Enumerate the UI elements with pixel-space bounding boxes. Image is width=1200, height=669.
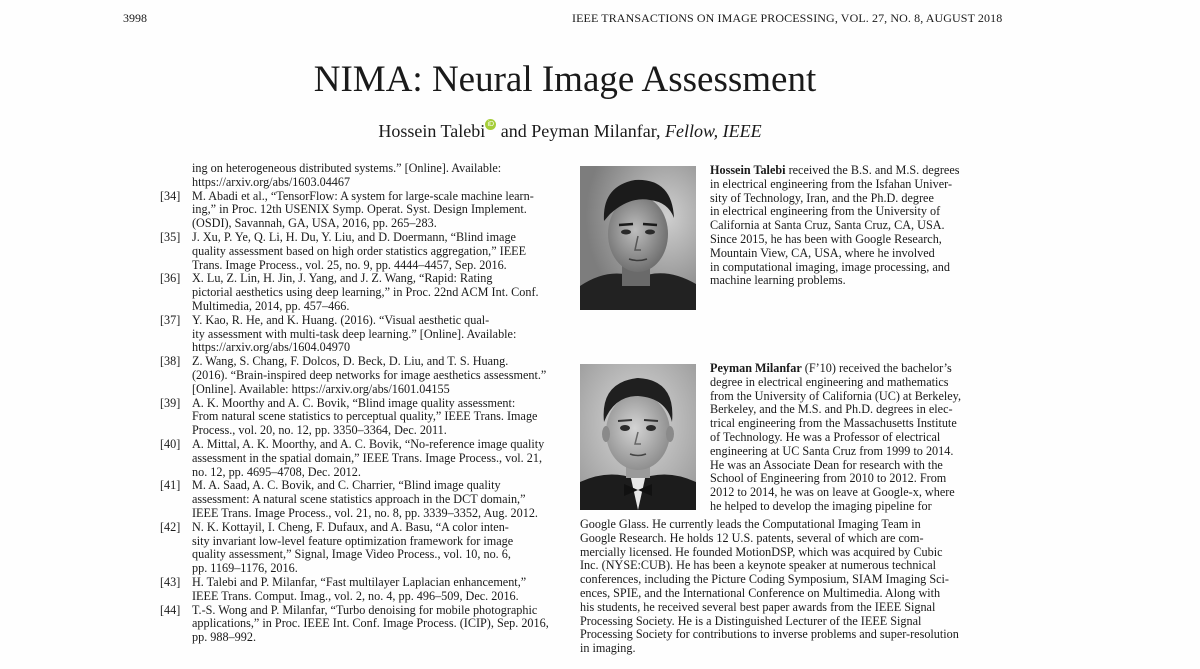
reference-number: [44]	[160, 602, 181, 617]
bio-line: conferences, including the Picture Coding Symposium, SIAM Imaging Sci-	[580, 572, 949, 587]
bio-line: ences, SPIE, and the International Conference on Multimedia. Along with	[580, 585, 941, 600]
bio-line: mercially licensed. He founded MotionDSP, which was acquired by Cubic	[580, 544, 943, 559]
bio-first-line: received the B.S. and M.S. degrees	[785, 163, 960, 177]
reference-url: https://arxiv.org/abs/1603.04467	[192, 174, 351, 189]
bio-line: Google Research. He holds 12 U.S. patents, several of which are com-	[580, 530, 924, 545]
bio-line: in computational imaging, image processing, and	[710, 259, 950, 274]
reference-number: [37]	[160, 312, 181, 327]
reference-continuation	[160, 162, 560, 190]
reference-number: [42]	[160, 519, 181, 534]
reference-item	[160, 272, 560, 313]
bio-line: machine learning problems.	[710, 273, 846, 288]
reference-line: N. K. Kottayil, I. Cheng, F. Dufaux, and A. Basu, “A color inten-	[192, 519, 509, 534]
reference-item	[160, 576, 560, 604]
bio-line: from the University of California (UC) at Berkeley,	[710, 388, 962, 403]
reference-line: H. Talebi and P. Milanfar, “Fast multilayer Laplacian enhancement,”	[192, 574, 527, 589]
reference-line: ing,” in Proc. 12th USENIX Symp. Operat. Syst. Design Implement.	[192, 202, 527, 217]
orcid-icon[interactable]: iD	[485, 119, 496, 130]
reference-item	[160, 231, 560, 272]
photo-milanfar	[580, 364, 696, 510]
reference-item	[160, 479, 560, 520]
bio-line: Berkeley, and the M.S. and Ph.D. degrees in elec-	[710, 402, 953, 417]
reference-number: [34]	[160, 188, 181, 203]
references-column	[160, 162, 560, 645]
bio-line: he helped to develop the imaging pipeline for	[710, 498, 932, 513]
reference-number: [39]	[160, 395, 181, 410]
bio-line: 2012 to 2014, he was on leave at Google-x, where	[710, 485, 955, 500]
bio-milanfar	[710, 362, 980, 514]
reference-line: Y. Kao, R. He, and K. Huang. (2016). “Visual aesthetic qual-	[192, 312, 490, 327]
reference-line: pictorial aesthetics using deep learning,” in Proc. 22nd ACM Int. Conf.	[192, 285, 539, 300]
bio-line: California at Santa Cruz, Santa Cruz, CA, USA.	[710, 218, 945, 233]
photo-talebi	[580, 166, 696, 310]
bio-line: his students, he received several best paper awards from the IEEE Signal	[580, 599, 936, 614]
reference-line: applications,” in Proc. IEEE Int. Conf. Image Process. (ICIP), Sep. 2016,	[192, 616, 549, 631]
bio-line	[710, 361, 952, 375]
bio-line: in electrical engineering from the Isfahan Univer-	[710, 176, 953, 191]
bio-line: Since 2015, he has been with Google Research,	[710, 231, 942, 246]
bio-line: He was an Associate Dean for research with the	[710, 457, 943, 472]
reference-line: assessment in the spatial domain,” IEEE Trans. Image Process., vol. 21,	[192, 450, 542, 465]
bio-line: degree in electrical engineering and mathematics	[710, 374, 949, 389]
reference-line: T.-S. Wong and P. Milanfar, “Turbo denoising for mobile photographic	[192, 602, 538, 617]
reference-line: M. A. Saad, A. C. Bovik, and C. Charrier, “Blind image quality	[192, 478, 501, 493]
bio-line: Processing Society for contributions to inverse problems and super-resolution	[580, 627, 959, 642]
bio-first-line: (F’10) received the bachelor’s	[801, 361, 952, 375]
bio-name-talebi: Hossein Talebi	[710, 163, 786, 177]
reference-line: A. K. Moorthy and A. C. Bovik, “Blind image quality assessment:	[192, 395, 516, 410]
author-fellow: Fellow, IEEE	[665, 121, 762, 141]
reference-list	[160, 190, 560, 645]
reference-item	[160, 604, 560, 645]
bio-line	[710, 163, 960, 177]
reference-number: [36]	[160, 271, 181, 286]
reference-number: [43]	[160, 574, 181, 589]
reference-line: Z. Wang, S. Chang, F. Dolcos, D. Beck, D. Liu, and T. S. Huang.	[192, 354, 509, 369]
reference-number: [40]	[160, 436, 181, 451]
reference-line: no. 12, pp. 4695–4708, Dec. 2012.	[192, 464, 361, 479]
reference-number: [41]	[160, 478, 181, 493]
reference-line: https://arxiv.org/abs/1604.04970	[192, 340, 351, 355]
reference-item	[160, 438, 560, 479]
bio-line: in electrical engineering from the University of	[710, 204, 941, 219]
bio-line: Inc. (NYSE:CUB). He has been a keynote speaker at numerous technical	[580, 558, 937, 573]
reference-item	[160, 521, 560, 576]
bio-line: Mountain View, CA, USA, where he involved	[710, 245, 935, 260]
author-line	[0, 121, 1140, 142]
reference-line: M. Abadi et al., “TensorFlow: A system for large-scale machine learn-	[192, 188, 534, 203]
reference-line: From natural scene statistics to perceptual quality,” IEEE Trans. Image	[192, 409, 538, 424]
author-connector: and Peyman Milanfar,	[496, 121, 665, 141]
bio-milanfar-continued	[580, 518, 980, 656]
reference-number: [38]	[160, 354, 181, 369]
journal-header: IEEE TRANSACTIONS ON IMAGE PROCESSING, VOL. 27, NO. 8, AUGUST 2018	[572, 11, 1003, 25]
reference-line: assessment: A natural scene statistics approach in the DCT domain,”	[192, 492, 526, 507]
reference-line: pp. 1169–1176, 2016.	[192, 561, 298, 576]
reference-line: ing on heterogeneous distributed systems.” [Online]. Available:	[192, 161, 502, 175]
reference-line: IEEE Trans. Comput. Imag., vol. 2, no. 4, pp. 496–509, Dec. 2016.	[192, 588, 519, 603]
bio-talebi	[710, 164, 980, 288]
author-talebi: Hossein Talebi	[378, 121, 486, 141]
reference-number: [35]	[160, 229, 181, 244]
reference-line: (2016). “Brain-inspired deep networks for image aesthetics assessment.”	[192, 367, 547, 382]
reference-item	[160, 355, 560, 396]
reference-line: X. Lu, Z. Lin, H. Jin, J. Yang, and J. Z. Wang, “Rapid: Rating	[192, 271, 493, 286]
reference-line: quality assessment,” Signal, Image Video Process., vol. 10, no. 6,	[192, 547, 511, 562]
bio-line: sity of Technology, Iran, and the Ph.D. degree	[710, 190, 934, 205]
reference-line: sity invariant low-level feature optimization framework for image	[192, 533, 514, 548]
bio-line: Google Glass. He currently leads the Computational Imaging Team in	[580, 517, 921, 531]
reference-item	[160, 397, 560, 438]
bio-name-milanfar: Peyman Milanfar	[710, 361, 802, 375]
reference-line: ity assessment with multi-task deep learning.” [Online]. Available:	[192, 326, 517, 341]
bio-line: Processing Society. He is a Distinguished Lecturer of the IEEE Signal	[580, 613, 922, 628]
bio-line: in imaging.	[580, 641, 636, 656]
reference-line: Process., vol. 20, no. 12, pp. 3350–3364, Dec. 2011.	[192, 423, 447, 438]
paper-title: NIMA: Neural Image Assessment	[313, 59, 817, 100]
bio-line: of Technology. He was a Professor of electrical	[710, 429, 941, 444]
reference-line: pp. 988–992.	[192, 630, 256, 645]
reference-line: (OSDI), Savannah, GA, USA, 2016, pp. 265–283.	[192, 216, 437, 231]
bio-line: School of Engineering from 2010 to 2012. From	[710, 471, 947, 486]
reference-line: Trans. Image Process., vol. 25, no. 9, pp. 4444–4457, Sep. 2016.	[192, 257, 507, 272]
reference-line: A. Mittal, A. K. Moorthy, and A. C. Bovik, “No-reference image quality	[192, 436, 545, 451]
reference-line: J. Xu, P. Ye, Q. Li, H. Du, Y. Liu, and D. Doermann, “Blind image	[192, 229, 516, 244]
reference-line: IEEE Trans. Image Process., vol. 21, no. 8, pp. 3339–3352, Aug. 2012.	[192, 505, 538, 520]
reference-item	[160, 190, 560, 231]
reference-line: Multimedia, 2014, pp. 457–466.	[192, 298, 350, 313]
bio-line: trical engineering from the Massachusetts Institute	[710, 416, 957, 431]
reference-line: quality assessment based on high order statistics aggregation,” IEEE	[192, 243, 527, 258]
reference-item	[160, 314, 560, 355]
page-number: 3998	[123, 11, 147, 25]
reference-line: [Online]. Available: https://arxiv.org/abs/1601.04155	[192, 381, 450, 396]
bio-line: engineering at UC Santa Cruz from 1999 to 2014.	[710, 443, 954, 458]
